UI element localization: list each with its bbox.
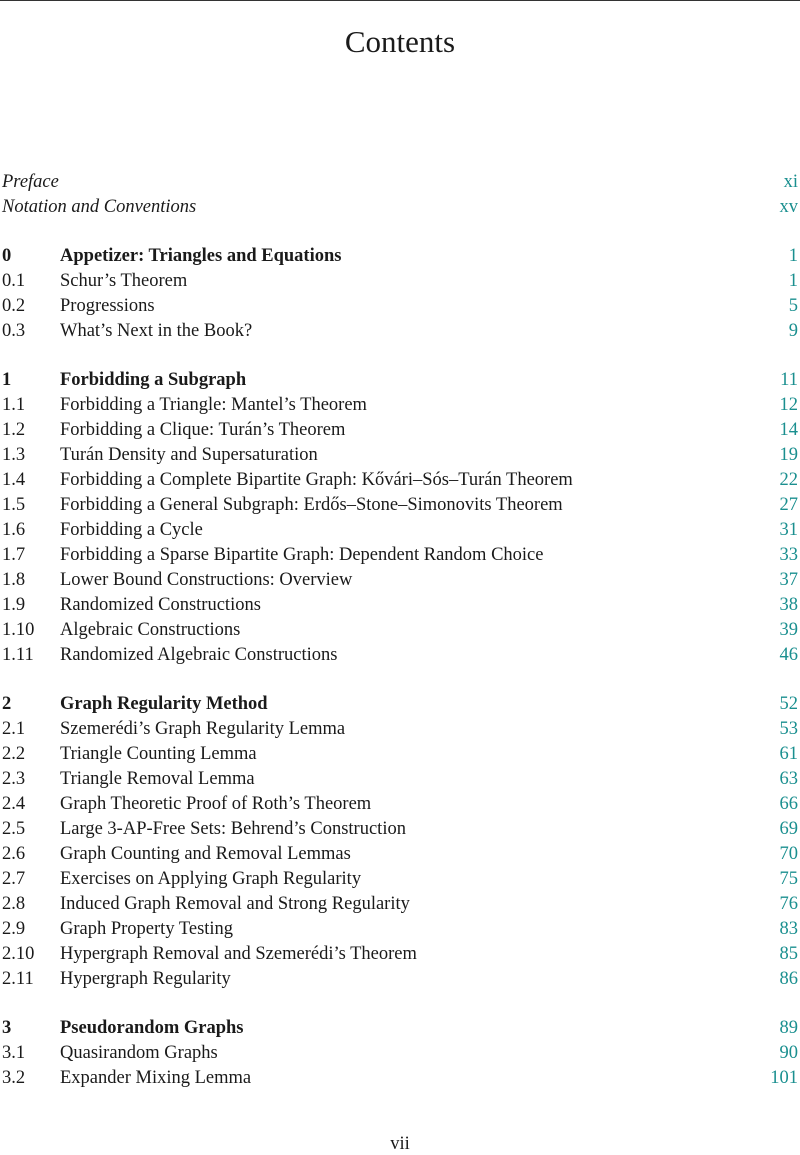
top-rule xyxy=(0,0,800,1)
section-title: Quasirandom Graphs xyxy=(60,1043,218,1063)
toc-section-2-1[interactable] xyxy=(2,717,798,742)
section-title: Forbidding a Complete Bipartite Graph: Kővári–Sós–Turán Theorem xyxy=(60,470,573,490)
toc-page-link[interactable]: 37 xyxy=(779,570,798,590)
toc-page-link[interactable]: 11 xyxy=(780,370,798,390)
toc-page-link[interactable]: 86 xyxy=(779,969,798,989)
toc-page-link[interactable]: 53 xyxy=(779,719,798,739)
chapter-number: 0 xyxy=(2,246,12,266)
toc-section-1-4[interactable] xyxy=(2,468,798,493)
section-number: 1.10 xyxy=(2,620,35,640)
toc-page-link[interactable]: xi xyxy=(783,172,798,192)
section-number: 1.4 xyxy=(2,470,26,490)
toc-entry-notation[interactable] xyxy=(2,195,798,220)
chapter-number: 3 xyxy=(2,1018,12,1038)
toc-chapter-1[interactable] xyxy=(2,368,798,393)
toc-section-1-7[interactable] xyxy=(2,543,798,568)
toc-section-3-2[interactable] xyxy=(2,1066,798,1091)
section-number: 0.1 xyxy=(2,271,26,291)
toc-page-link[interactable]: 70 xyxy=(779,844,798,864)
section-title: Graph Property Testing xyxy=(60,919,234,939)
toc-section-1-1[interactable] xyxy=(2,393,798,418)
section-number: 1.5 xyxy=(2,495,26,515)
section-number: 1.6 xyxy=(2,520,26,540)
toc-page-link[interactable]: 12 xyxy=(779,395,798,415)
toc-section-1-8[interactable] xyxy=(2,568,798,593)
toc-page-link[interactable]: 83 xyxy=(779,919,798,939)
toc-page-link[interactable]: xv xyxy=(779,197,798,217)
toc-entry-preface[interactable] xyxy=(2,170,798,195)
toc-page-link[interactable]: 75 xyxy=(779,869,798,889)
toc-section-3-1[interactable] xyxy=(2,1041,798,1066)
section-title: Induced Graph Removal and Strong Regularity xyxy=(60,894,410,914)
toc-page-link[interactable]: 19 xyxy=(779,445,798,465)
toc-chapter-3[interactable] xyxy=(2,1016,798,1041)
toc-section-2-2[interactable] xyxy=(2,742,798,767)
toc-chapter-0[interactable] xyxy=(2,244,798,269)
section-title: Schur’s Theorem xyxy=(60,271,188,291)
section-number: 1.1 xyxy=(2,395,26,415)
toc-page-link[interactable]: 76 xyxy=(779,894,798,914)
chapter-number: 1 xyxy=(2,370,12,390)
toc-section-0-2[interactable] xyxy=(2,294,798,319)
toc-page-link[interactable]: 85 xyxy=(779,944,798,964)
section-number: 2.11 xyxy=(2,969,34,989)
section-number: 1.9 xyxy=(2,595,26,615)
toc-page-link[interactable]: 27 xyxy=(779,495,798,515)
section-title: Forbidding a Sparse Bipartite Graph: Dependent Random Choice xyxy=(60,545,544,565)
section-title: Hypergraph Regularity xyxy=(60,969,231,989)
section-number: 1.8 xyxy=(2,570,26,590)
section-number: 2.10 xyxy=(2,944,35,964)
section-number: 2.6 xyxy=(2,844,26,864)
section-number: 2.8 xyxy=(2,894,26,914)
section-title: Triangle Removal Lemma xyxy=(60,769,255,789)
section-number: 2.2 xyxy=(2,744,26,764)
chapter-title: Graph Regularity Method xyxy=(60,694,268,714)
toc-page-link[interactable]: 61 xyxy=(779,744,798,764)
chapter-spacer xyxy=(2,668,798,692)
page-title: Contents xyxy=(344,24,456,59)
toc-section-1-6[interactable] xyxy=(2,518,798,543)
toc-page-link[interactable]: 1 xyxy=(788,271,798,291)
toc-page-link[interactable]: 1 xyxy=(788,246,798,266)
toc-section-1-11[interactable] xyxy=(2,643,798,668)
toc-page-link[interactable]: 90 xyxy=(779,1043,798,1063)
section-title: Szemerédi’s Graph Regularity Lemma xyxy=(60,719,346,739)
toc-section-2-4[interactable] xyxy=(2,792,798,817)
toc-page-link[interactable]: 66 xyxy=(779,794,798,814)
section-title: Large 3-AP-Free Sets: Behrend’s Construction xyxy=(60,819,406,839)
toc-page-link[interactable]: 46 xyxy=(779,645,798,665)
chapter-spacer xyxy=(2,220,798,244)
section-number: 2.5 xyxy=(2,819,26,839)
toc-page-link[interactable]: 33 xyxy=(779,545,798,565)
toc-section-2-11[interactable] xyxy=(2,967,798,992)
section-title: Forbidding a Clique: Turán’s Theorem xyxy=(60,420,346,440)
toc-section-1-9[interactable] xyxy=(2,593,798,618)
section-title: Exercises on Applying Graph Regularity xyxy=(60,869,362,889)
toc-section-0-3[interactable] xyxy=(2,319,798,344)
section-number: 2.7 xyxy=(2,869,26,889)
section-title: Forbidding a Triangle: Mantel’s Theorem xyxy=(60,395,367,415)
toc-page-link[interactable]: 22 xyxy=(779,470,798,490)
toc-section-2-6[interactable] xyxy=(2,842,798,867)
toc-chapter-2[interactable] xyxy=(2,692,798,717)
toc-page-link[interactable]: 63 xyxy=(779,769,798,789)
section-number: 1.7 xyxy=(2,545,26,565)
section-number: 2.4 xyxy=(2,794,26,814)
section-title: Progressions xyxy=(60,296,155,316)
chapter-title: Appetizer: Triangles and Equations xyxy=(60,246,342,266)
toc-page-link[interactable]: 69 xyxy=(779,819,798,839)
toc-section-1-2[interactable] xyxy=(2,418,798,443)
section-number: 2.3 xyxy=(2,769,26,789)
section-number: 3.2 xyxy=(2,1068,26,1088)
toc-section-2-7[interactable] xyxy=(2,867,798,892)
section-title: Triangle Counting Lemma xyxy=(60,744,257,764)
chapter-spacer xyxy=(2,344,798,368)
section-title: Randomized Constructions xyxy=(60,595,261,615)
toc-section-1-5[interactable] xyxy=(2,493,798,518)
section-title: Expander Mixing Lemma xyxy=(60,1068,252,1088)
toc-page-link[interactable]: 89 xyxy=(779,1018,798,1038)
section-number: 0.3 xyxy=(2,321,26,341)
section-number: 1.3 xyxy=(2,445,26,465)
section-title: Graph Counting and Removal Lemmas xyxy=(60,844,351,864)
chapter-spacer xyxy=(2,992,798,1016)
section-title: Turán Density and Supersaturation xyxy=(60,445,318,465)
toc-section-1-3[interactable] xyxy=(2,443,798,468)
toc-section-2-9[interactable] xyxy=(2,917,798,942)
toc-section-0-1[interactable] xyxy=(2,269,798,294)
page-number: vii xyxy=(390,1134,410,1154)
section-title: Randomized Algebraic Constructions xyxy=(60,645,338,665)
section-title: Lower Bound Constructions: Overview xyxy=(60,570,353,590)
toc-page-link[interactable]: 5 xyxy=(788,296,798,316)
section-title: Hypergraph Removal and Szemerédi’s Theorem xyxy=(60,944,417,964)
toc-section-2-8[interactable] xyxy=(2,892,798,917)
toc-page-link[interactable]: 9 xyxy=(788,321,798,341)
toc-section-1-10[interactable] xyxy=(2,618,798,643)
section-number: 1.2 xyxy=(2,420,26,440)
chapter-title: Pseudorandom Graphs xyxy=(60,1018,244,1038)
toc-entry-label: Notation and Conventions xyxy=(2,197,197,217)
section-number: 0.2 xyxy=(2,296,26,316)
section-number: 1.11 xyxy=(2,645,34,665)
section-title: Forbidding a Cycle xyxy=(60,520,203,540)
toc-section-2-3[interactable] xyxy=(2,767,798,792)
chapter-number: 2 xyxy=(2,694,12,714)
table-of-contents xyxy=(2,170,798,1091)
toc-section-2-5[interactable] xyxy=(2,817,798,842)
section-title: Graph Theoretic Proof of Roth’s Theorem xyxy=(60,794,372,814)
toc-page-link[interactable]: 101 xyxy=(770,1068,798,1088)
section-number: 2.9 xyxy=(2,919,26,939)
section-title: What’s Next in the Book? xyxy=(60,321,253,341)
section-number: 2.1 xyxy=(2,719,26,739)
section-title: Forbidding a General Subgraph: Erdős–Stone–Simonovits Theorem xyxy=(60,495,563,515)
toc-page-link[interactable]: 14 xyxy=(779,420,798,440)
chapter-title: Forbidding a Subgraph xyxy=(60,370,247,390)
toc-page-link[interactable]: 38 xyxy=(779,595,798,615)
section-title: Algebraic Constructions xyxy=(60,620,241,640)
toc-page-link[interactable]: 31 xyxy=(779,520,798,540)
toc-page-link[interactable]: 52 xyxy=(779,694,798,714)
toc-page-link[interactable]: 39 xyxy=(779,620,798,640)
toc-entry-label: Preface xyxy=(2,172,59,192)
section-number: 3.1 xyxy=(2,1043,26,1063)
toc-section-2-10[interactable] xyxy=(2,942,798,967)
